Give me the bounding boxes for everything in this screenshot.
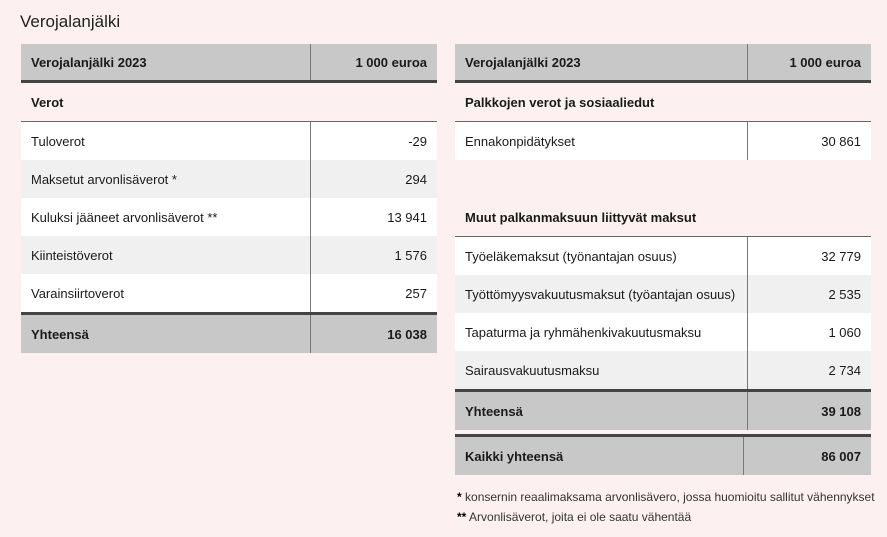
- row-label: Ennakonpidätykset: [455, 122, 748, 161]
- row-value: 2 535: [748, 275, 871, 313]
- row-label: Maksetut arvonlisäverot *: [21, 160, 310, 198]
- row-label: Kiinteistöverot: [21, 236, 310, 274]
- header-unit: 1 000 euroa: [310, 44, 437, 82]
- header-label: Verojalanjälki 2023: [455, 44, 748, 82]
- row-value: 257: [310, 274, 437, 314]
- footnote-text: Arvonlisäverot, joita ei ole saatu vähentää: [469, 510, 692, 524]
- table-row: [21, 236, 437, 274]
- table-row: [21, 274, 437, 314]
- total-row: [455, 391, 871, 431]
- row-label: Tapaturma ja ryhmähenkivakuutusmaksu: [455, 313, 748, 351]
- grand-total-table: [455, 434, 871, 475]
- tax-footprint-table: [21, 44, 437, 353]
- footnote: [457, 507, 875, 527]
- table-header: [455, 44, 871, 82]
- payroll-taxes-table: [455, 44, 871, 430]
- section-row: [21, 82, 437, 122]
- section-title: Muut palkanmaksuun liittyvät maksut: [455, 198, 748, 237]
- header-unit: 1 000 euroa: [748, 44, 871, 82]
- row-label: Työttömyysvakuutusmaksut (työantajan osuus): [455, 275, 748, 313]
- section-title: Verot: [21, 82, 310, 122]
- row-value: 2 734: [748, 351, 871, 391]
- section-row: [455, 82, 871, 122]
- row-value: 1 060: [748, 313, 871, 351]
- row-value: 1 576: [310, 236, 437, 274]
- table-row: [21, 122, 437, 161]
- footnote-marker: *: [457, 490, 462, 504]
- footnotes: [457, 487, 875, 527]
- total-row: [21, 314, 437, 354]
- total-value: 39 108: [748, 391, 871, 431]
- grand-total-row: [455, 436, 871, 476]
- footnote-marker: **: [457, 510, 467, 524]
- header-label: Verojalanjälki 2023: [21, 44, 310, 82]
- row-label: Varainsiirtoverot: [21, 274, 310, 314]
- row-label: Tuloverot: [21, 122, 310, 161]
- row-value: 30 861: [748, 122, 871, 161]
- table-row: [21, 198, 437, 236]
- row-value: -29: [310, 122, 437, 161]
- row-value: 32 779: [748, 237, 871, 276]
- total-label: Yhteensä: [21, 314, 310, 354]
- spacer-row: [455, 160, 871, 198]
- footnote: [457, 487, 875, 507]
- row-label: Työeläkemaksut (työnantajan osuus): [455, 237, 748, 276]
- grand-total-value: 86 007: [744, 436, 871, 476]
- section-title: Palkkojen verot ja sosiaaliedut: [455, 82, 748, 122]
- row-label: Sairausvakuutusmaksu: [455, 351, 748, 391]
- table-row: [455, 351, 871, 391]
- grand-total-label: Kaikki yhteensä: [455, 436, 744, 476]
- footnote-text: konsernin reaalimaksama arvonlisävero, jossa huomioitu sallitut vähennykset: [465, 490, 875, 504]
- page-title: Verojalanjälki: [20, 12, 121, 31]
- table-row: [455, 237, 871, 276]
- table-header: [21, 44, 437, 82]
- table-row: [455, 275, 871, 313]
- total-value: 16 038: [310, 314, 437, 354]
- row-value: 13 941: [310, 198, 437, 236]
- row-value: 294: [310, 160, 437, 198]
- section-row: [455, 198, 871, 237]
- table-row: [21, 160, 437, 198]
- table-row: [455, 122, 871, 161]
- row-label: Kuluksi jääneet arvonlisäverot **: [21, 198, 310, 236]
- total-label: Yhteensä: [455, 391, 748, 431]
- table-row: [455, 313, 871, 351]
